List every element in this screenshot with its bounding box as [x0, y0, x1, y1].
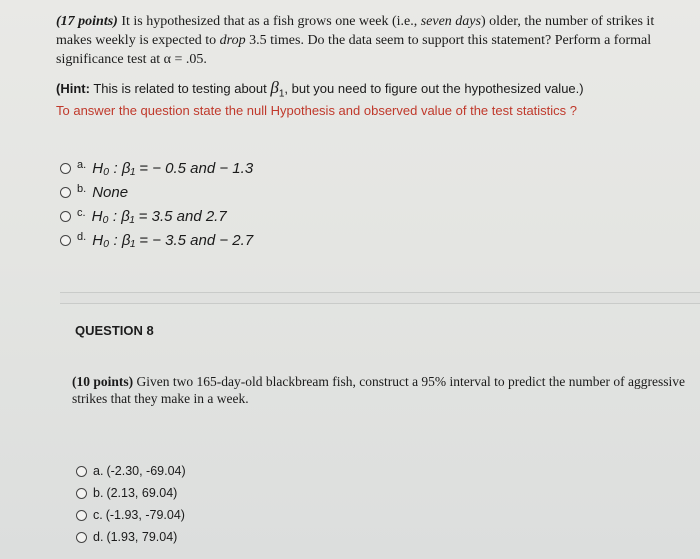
q7-option-b[interactable]: [60, 180, 253, 204]
radio-button[interactable]: [60, 163, 71, 174]
question-8-options: [76, 460, 186, 548]
option-text: (-2.30, -69.04): [106, 464, 186, 478]
option-letter: a.: [77, 159, 87, 171]
question-8-heading: QUESTION 8: [75, 323, 154, 338]
radio-button[interactable]: [76, 510, 87, 521]
q7-option-a[interactable]: [60, 156, 253, 180]
question-7-body-2: ) older, the number of strikes it makes weekly is expected to: [56, 14, 655, 48]
option-letter: d.: [77, 231, 87, 243]
radio-button[interactable]: [60, 235, 71, 246]
option-text: (-1.93, -79.04): [105, 508, 185, 522]
radio-button[interactable]: [76, 488, 87, 499]
q8-option-d[interactable]: [76, 526, 186, 548]
question-8-body: Given two 165-day-old blackbream fish, construct a 95% interval to predict the number of aggressive strikes that they make in a week.: [72, 374, 685, 406]
hint-beta-subscript: 1: [278, 88, 285, 100]
q7-option-c[interactable]: [60, 204, 253, 228]
option-text: (2.13, 69.04): [106, 486, 178, 500]
question-7-body-3: 3.5 times. Do the data seem to support this statement? Perform a formal significance test at α = .05.: [56, 33, 652, 67]
radio-button[interactable]: [76, 532, 87, 543]
hint-label: (Hint:: [56, 81, 90, 96]
radio-button[interactable]: [76, 466, 87, 477]
hint-beta: β: [270, 78, 279, 97]
q7-option-d[interactable]: [60, 228, 253, 252]
hint-text-2: , but you need to figure out the hypothesized value.): [284, 81, 584, 96]
q8-option-a[interactable]: [76, 460, 186, 482]
q8-option-b[interactable]: [76, 482, 186, 504]
question-7-body-drop: drop: [219, 33, 246, 48]
hint-text-1: This is related to testing about: [89, 81, 271, 96]
option-letter: b.: [77, 183, 87, 195]
question-8-points: (10 points): [72, 374, 134, 389]
option-text: None: [92, 183, 129, 201]
option-letter: a.: [93, 464, 104, 478]
radio-button[interactable]: [60, 187, 71, 198]
question-7-hint: [56, 78, 686, 100]
question-7-options: [60, 156, 253, 252]
option-letter: d.: [93, 530, 104, 544]
question-divider: [60, 292, 700, 304]
option-letter: c.: [77, 207, 86, 219]
option-letter: c.: [93, 508, 103, 522]
q8-option-c[interactable]: [76, 504, 186, 526]
question-7-body-1: It is hypothesized that as a fish grows one week (i.e.,: [121, 14, 421, 29]
option-text: H₀ : β₁ = − 3.5 and − 2.7: [92, 231, 254, 249]
question-7-points: (17 points): [56, 14, 118, 29]
radio-button[interactable]: [60, 211, 71, 222]
option-letter: b.: [93, 486, 104, 500]
question-7-body-italic: seven days: [420, 14, 481, 29]
option-text: (1.93, 79.04): [106, 530, 178, 544]
question-7-text: [56, 12, 690, 69]
question-8-text: [72, 373, 692, 407]
option-text: H₀ : β₁ = − 0.5 and − 1.3: [92, 159, 254, 177]
question-7-instruction: To answer the question state the null Hypothesis and observed value of the test statistics ?: [56, 103, 578, 118]
option-text: H₀ : β₁ = 3.5 and 2.7: [91, 207, 227, 225]
